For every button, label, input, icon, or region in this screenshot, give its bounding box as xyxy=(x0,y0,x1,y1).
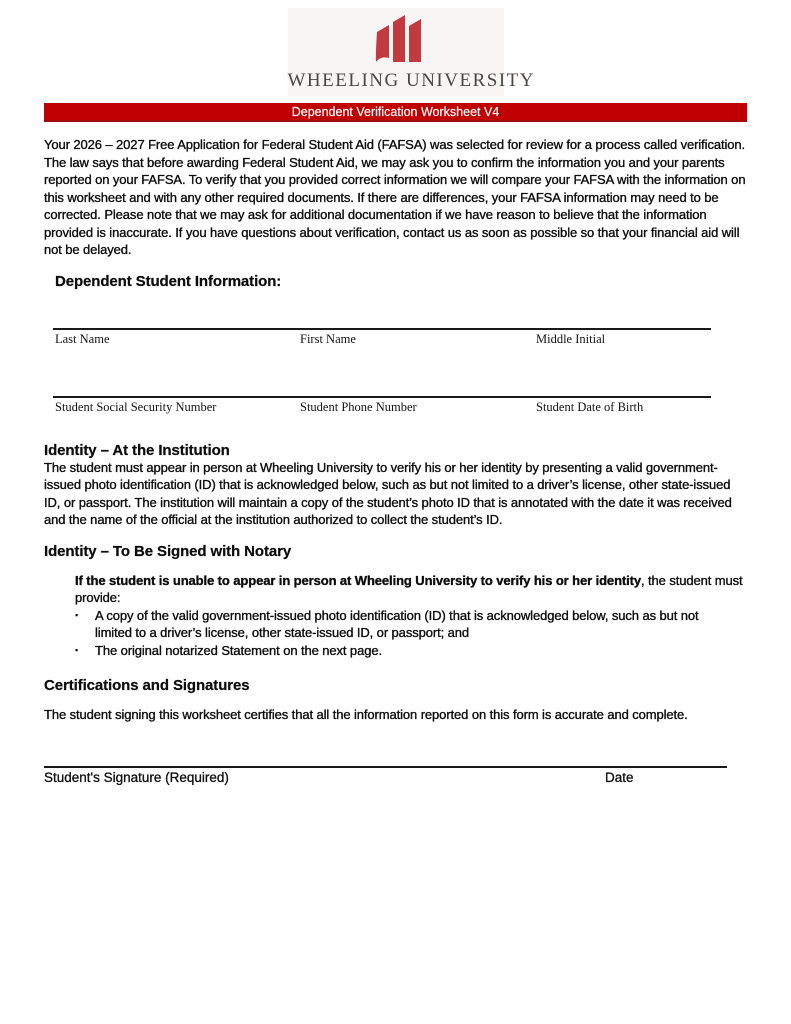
square-bullet-icon: ▪ xyxy=(75,609,79,620)
section-heading-identity-institution: Identity – At the Institution xyxy=(44,441,230,459)
signature-label: Student's Signature (Required) xyxy=(44,769,229,785)
square-bullet-icon: ▪ xyxy=(75,644,79,655)
university-logo xyxy=(287,8,535,96)
section-heading-student-info: Dependent Student Information: xyxy=(55,272,282,290)
name-entry-area[interactable] xyxy=(53,290,711,328)
first-name-label: First Name xyxy=(300,331,356,346)
list-item xyxy=(75,642,747,660)
notary-requirements xyxy=(75,572,747,660)
signature-section xyxy=(44,724,727,788)
bullet-text: The original notarized Statement on the next page. xyxy=(95,642,382,658)
university-wordmark: WHEELING UNIVERSITY xyxy=(287,70,535,91)
bullet-text: A copy of the valid government-issued photo identification (ID) that is acknowledged below, such as but not limited to a driver’s license, other state-issued ID, or passport; and xyxy=(95,607,699,640)
contact-entry-area[interactable] xyxy=(53,348,711,396)
date-label: Date xyxy=(605,769,634,785)
notary-intro-bold: If the student is unable to appear in person at Wheeling University to verify his or her identity xyxy=(75,572,642,588)
wheeling-w-logo-icon xyxy=(363,12,429,68)
section-heading-certifications: Certifications and Signatures xyxy=(44,677,250,694)
signature-entry-area[interactable] xyxy=(44,724,727,766)
document-title-banner xyxy=(44,103,747,122)
student-info-fields xyxy=(53,290,711,416)
list-item xyxy=(75,607,747,642)
middle-initial-label: Middle Initial xyxy=(536,331,606,346)
ssn-label: Student Social Security Number xyxy=(55,399,217,414)
field-labels-row xyxy=(53,398,711,416)
notary-intro-rest: , the student must provide: xyxy=(75,572,743,605)
section-heading-identity-notary: Identity – To Be Signed with Notary xyxy=(44,542,292,560)
identity-institution-paragraph: The student must appear in person at Wheeling University to verify his or her identity by presenting a valid government-issued photo identification (ID) that is acknowledged below, such as but not limited to a driver’s license, other state-issued ID, or passport. The institution will maintain a copy of the student’s photo ID that is annotated with the date it was received and the name of the official at the institution authorized to collect the student’s ID. xyxy=(44,459,732,527)
document-title: Dependent Verification Worksheet V4 xyxy=(291,105,500,119)
last-name-label: Last Name xyxy=(55,331,110,346)
dob-label: Student Date of Birth xyxy=(536,399,644,414)
signature-labels-row xyxy=(44,768,727,788)
phone-label: Student Phone Number xyxy=(300,399,417,414)
intro-paragraph: Your 2026 – 2027 Free Application for Federal Student Aid (FAFSA) was selected for review for a process called verification. The law says that before awarding Federal Student Aid, we may ask you to confirm the information you and your parents reported on your FAFSA. To verify that you provided correct information we will compare your FAFSA with the information on this worksheet and with any other required documents. If there are differences, your FAFSA information may need to be corrected. Please note that we may ask for additional documentation if we have reason to believe that the information provided is inaccurate. If you have questions about verification, contact us as soon as possible so that your financial aid will not be delayed. xyxy=(44,137,746,257)
field-labels-row xyxy=(53,330,711,348)
notary-intro-line xyxy=(75,572,747,607)
certifications-paragraph: The student signing this worksheet certifies that all the information reported on this form is accurate and complete. xyxy=(44,707,688,722)
notary-bullet-list xyxy=(75,607,747,660)
